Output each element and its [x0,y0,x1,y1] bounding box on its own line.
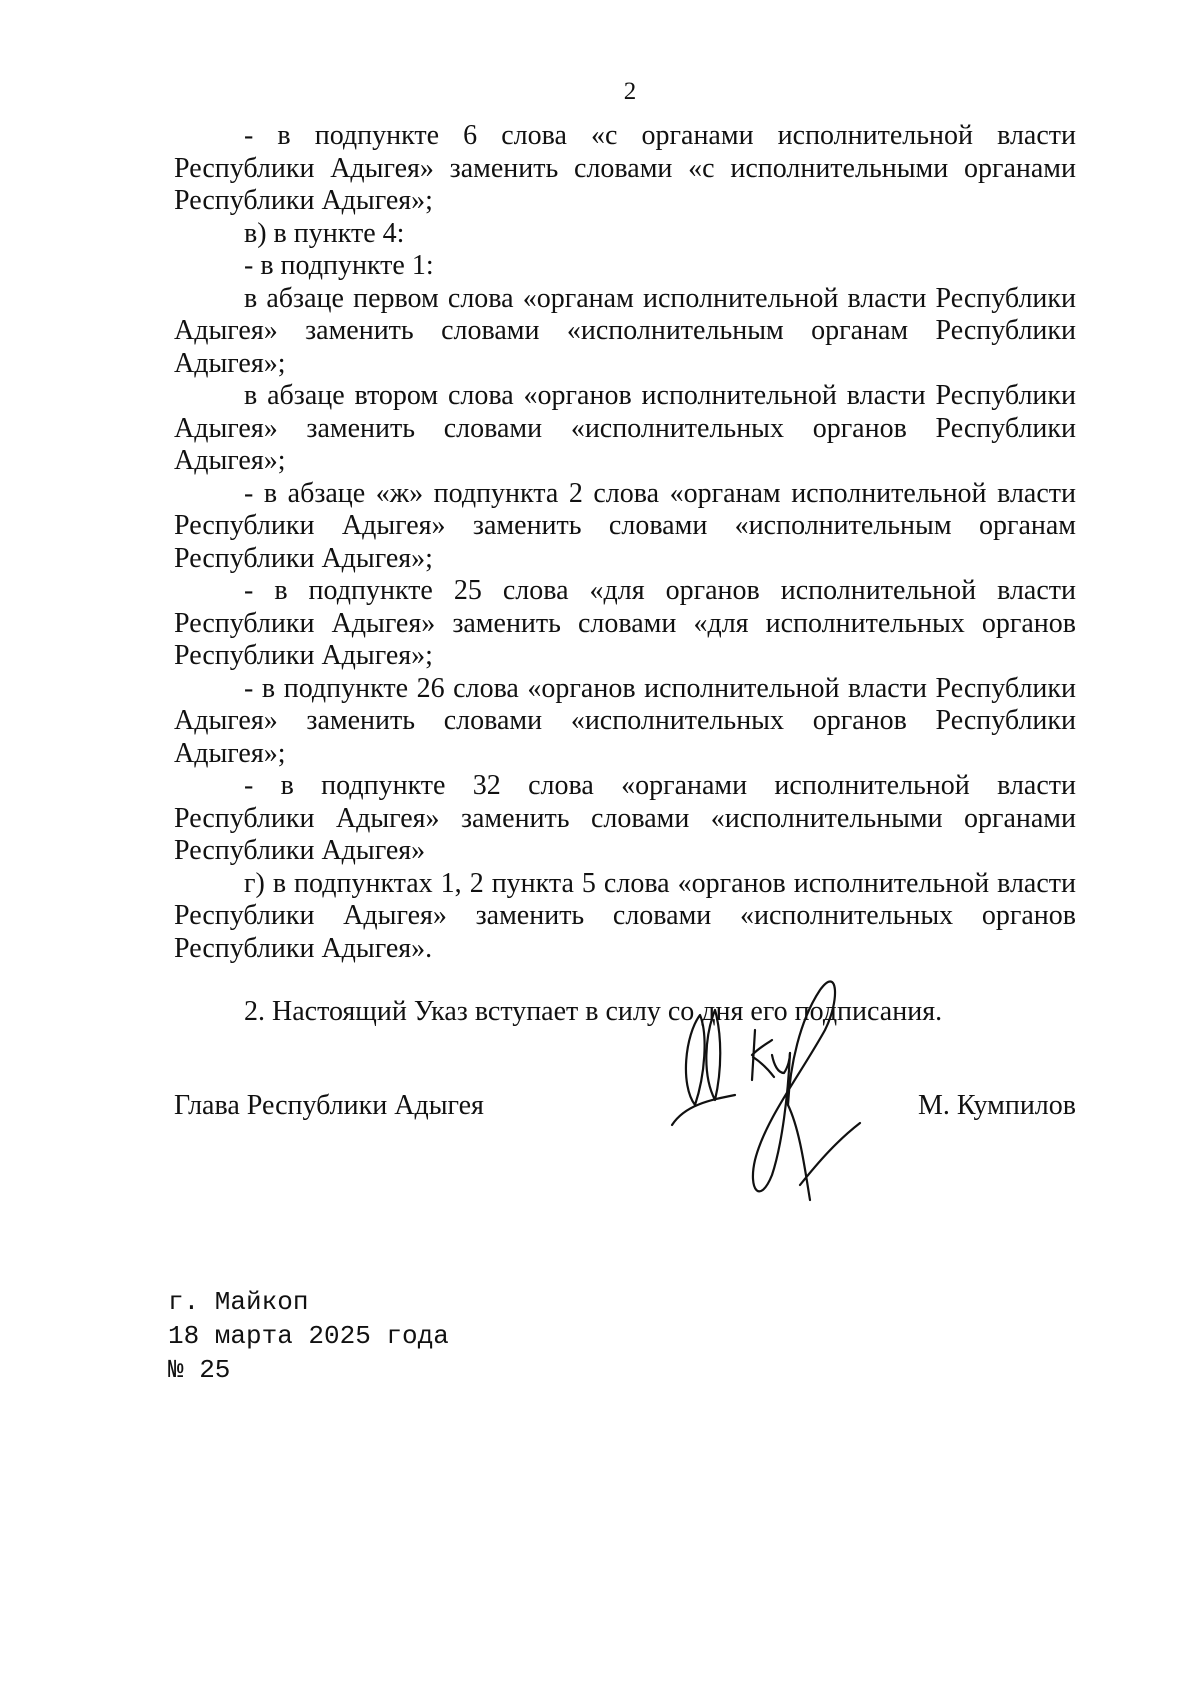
paragraph-abzac-zh: - в абзаце «ж» подпункта 2 слова «органам исполнительной власти Республики Адыгея» заменить словами «исполнительным органам Республики Адыгея»; [174,477,1076,574]
effective-clause: 2. Настоящий Указ вступает в силу со дня его подписания. [244,996,943,1027]
paragraph-point-4: в) в пункте 4: [244,217,405,249]
page-number: 2 [623,78,637,105]
paragraph-subpoint-26: - в подпункте 26 слова «органов исполнительной власти Республики Адыгея» заменить словами «исполнительных органов Республики Адыгея»; [174,672,1076,769]
paragraph-first-abzac: в абзаце первом слова «органам исполнительной власти Республики Адыгея» заменить словами «исполнительным органам Республики Адыгея»; [174,282,1076,379]
paragraph-point-5: г) в подпунктах 1, 2 пункта 5 слова «органов исполнительной власти Республики Адыгея» заменить словами «исполнительных органов Республики Адыгея». [174,867,1076,964]
issue-date: 18 марта 2025 года [168,1321,449,1351]
paragraph-subpoint-25: - в подпункте 25 слова «для органов исполнительной власти Республики Адыгея» заменить словами «для исполнительных органов Республики Адыгея»; [174,575,1076,671]
paragraph-subpoint-6: - в подпункте 6 слова «с органами исполнительной власти Республики Адыгея» заменить словами «с исполнительными органами Республики Адыгея»; [174,120,1076,216]
paragraph-subpoint-32: - в подпункте 32 слова «органами исполнительной власти Республики Адыгея» заменить словами «исполнительными органами Республики Адыгея» [174,770,1076,866]
signer-name: М. Кумпилов [918,1090,1076,1121]
handwritten-signature [660,955,920,1215]
signer-position: Глава Республики Адыгея [174,1090,484,1121]
decree-number: № 25 [168,1355,231,1385]
paragraph-subpoint-1: - в подпункте 1: [244,250,434,281]
document-body [174,120,1076,1029]
paragraph-second-abzac: в абзаце втором слова «органов исполнительной власти Республики Адыгея» заменить словами «исполнительных органов Республики Адыгея»; [174,380,1076,476]
document-footer [168,1285,449,1387]
issue-city: г. Майкоп [168,1287,309,1317]
